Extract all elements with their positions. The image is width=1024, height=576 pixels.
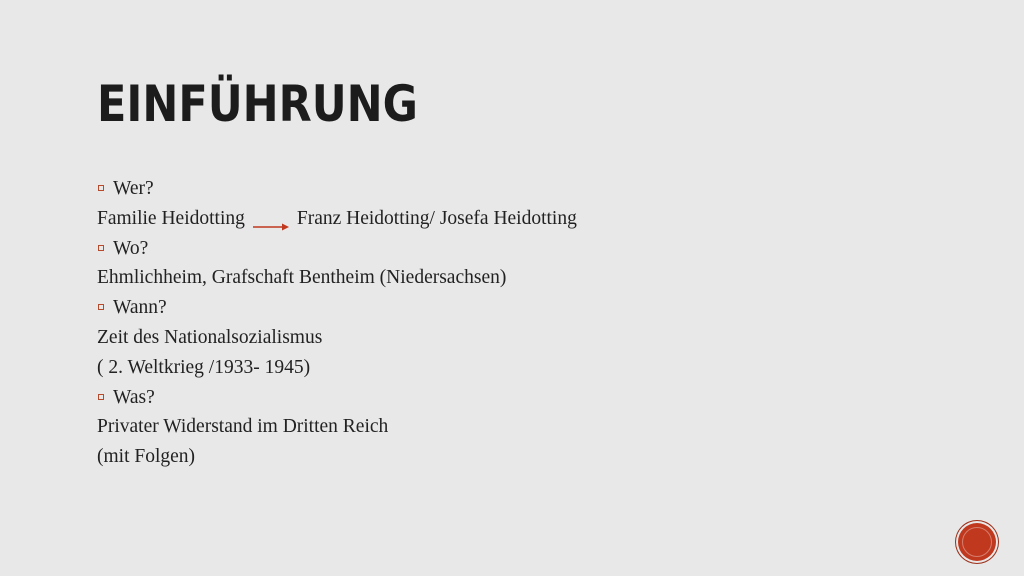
slide-title: EINFÜHRUNG: [97, 75, 418, 133]
answer-wann-line2: ( 2. Weltkrieg /1933- 1945): [97, 356, 311, 378]
answer-wer-left: Familie Heidotting: [97, 207, 245, 229]
square-bullet-icon: [98, 304, 104, 310]
page-number-badge: [958, 523, 996, 561]
answer-wer-right: Franz Heidotting/ Josefa Heidotting: [296, 207, 577, 229]
page-badge-ring: [962, 527, 992, 557]
answer-wo: Ehmlichheim, Grafschaft Bentheim (Niedersachsen): [97, 267, 507, 289]
answer-was-line2: (mit Folgen): [97, 446, 196, 468]
question-was: Was?: [113, 386, 155, 408]
question-wann: Wann?: [113, 297, 167, 319]
list-item-was: [97, 383, 957, 413]
answer-wann-line1: Zeit des Nationalsozialismus: [97, 326, 323, 348]
list-item-wann: [97, 293, 957, 323]
list-item-wo: [97, 234, 957, 264]
square-bullet-icon: [98, 245, 104, 251]
square-bullet-icon: [98, 185, 104, 191]
answer-wer: [97, 204, 957, 234]
right-arrow-icon: [253, 212, 289, 222]
question-wo: Wo?: [113, 237, 149, 259]
question-wer: Wer?: [113, 178, 154, 199]
list-item-wer: [97, 174, 957, 204]
answer-was-line1: Privater Widerstand im Dritten Reich: [97, 416, 389, 438]
square-bullet-icon: [98, 394, 104, 400]
slide-body: [97, 174, 957, 472]
